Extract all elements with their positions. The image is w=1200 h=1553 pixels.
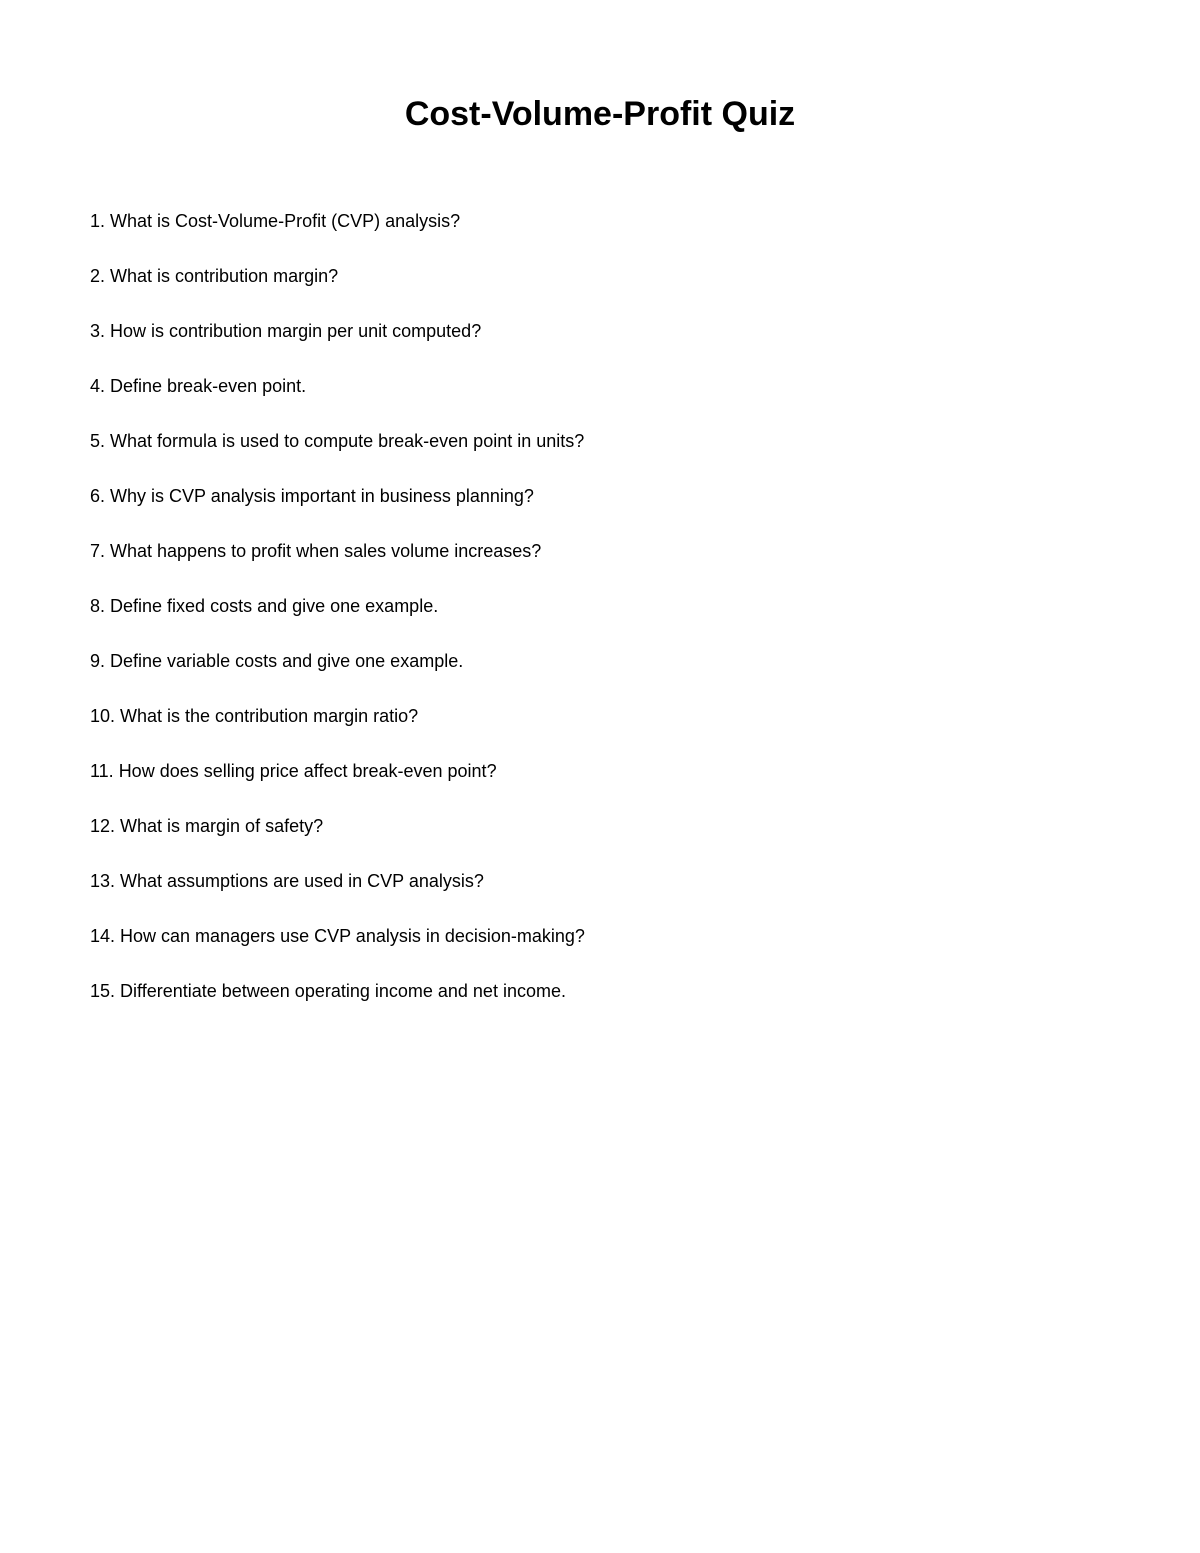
- question-item: 2. What is contribution margin?: [90, 266, 339, 286]
- question-item: 8. Define fixed costs and give one example.: [90, 596, 439, 616]
- question-item: 13. What assumptions are used in CVP analysis?: [90, 871, 484, 891]
- question-item: 4. Define break-even point.: [90, 376, 307, 396]
- question-item: 5. What formula is used to compute break-even point in units?: [90, 431, 585, 451]
- question-item: 12. What is margin of safety?: [90, 816, 324, 836]
- question-item: 6. Why is CVP analysis important in business planning?: [90, 486, 534, 506]
- question-item: 11. How does selling price affect break-even point?: [90, 761, 497, 781]
- question-item: 14. How can managers use CVP analysis in decision-making?: [90, 926, 585, 946]
- question-item: 3. How is contribution margin per unit computed?: [90, 321, 482, 341]
- question-item: 10. What is the contribution margin ratio?: [90, 706, 419, 726]
- question-item: 15. Differentiate between operating income and net income.: [90, 981, 566, 1001]
- question-item: 7. What happens to profit when sales volume increases?: [90, 541, 542, 561]
- question-item: 9. Define variable costs and give one example.: [90, 651, 464, 671]
- page-title: Cost-Volume-Profit Quiz: [404, 95, 796, 133]
- question-item: 1. What is Cost-Volume-Profit (CVP) analysis?: [90, 211, 461, 231]
- question-list: [90, 207, 1090, 1032]
